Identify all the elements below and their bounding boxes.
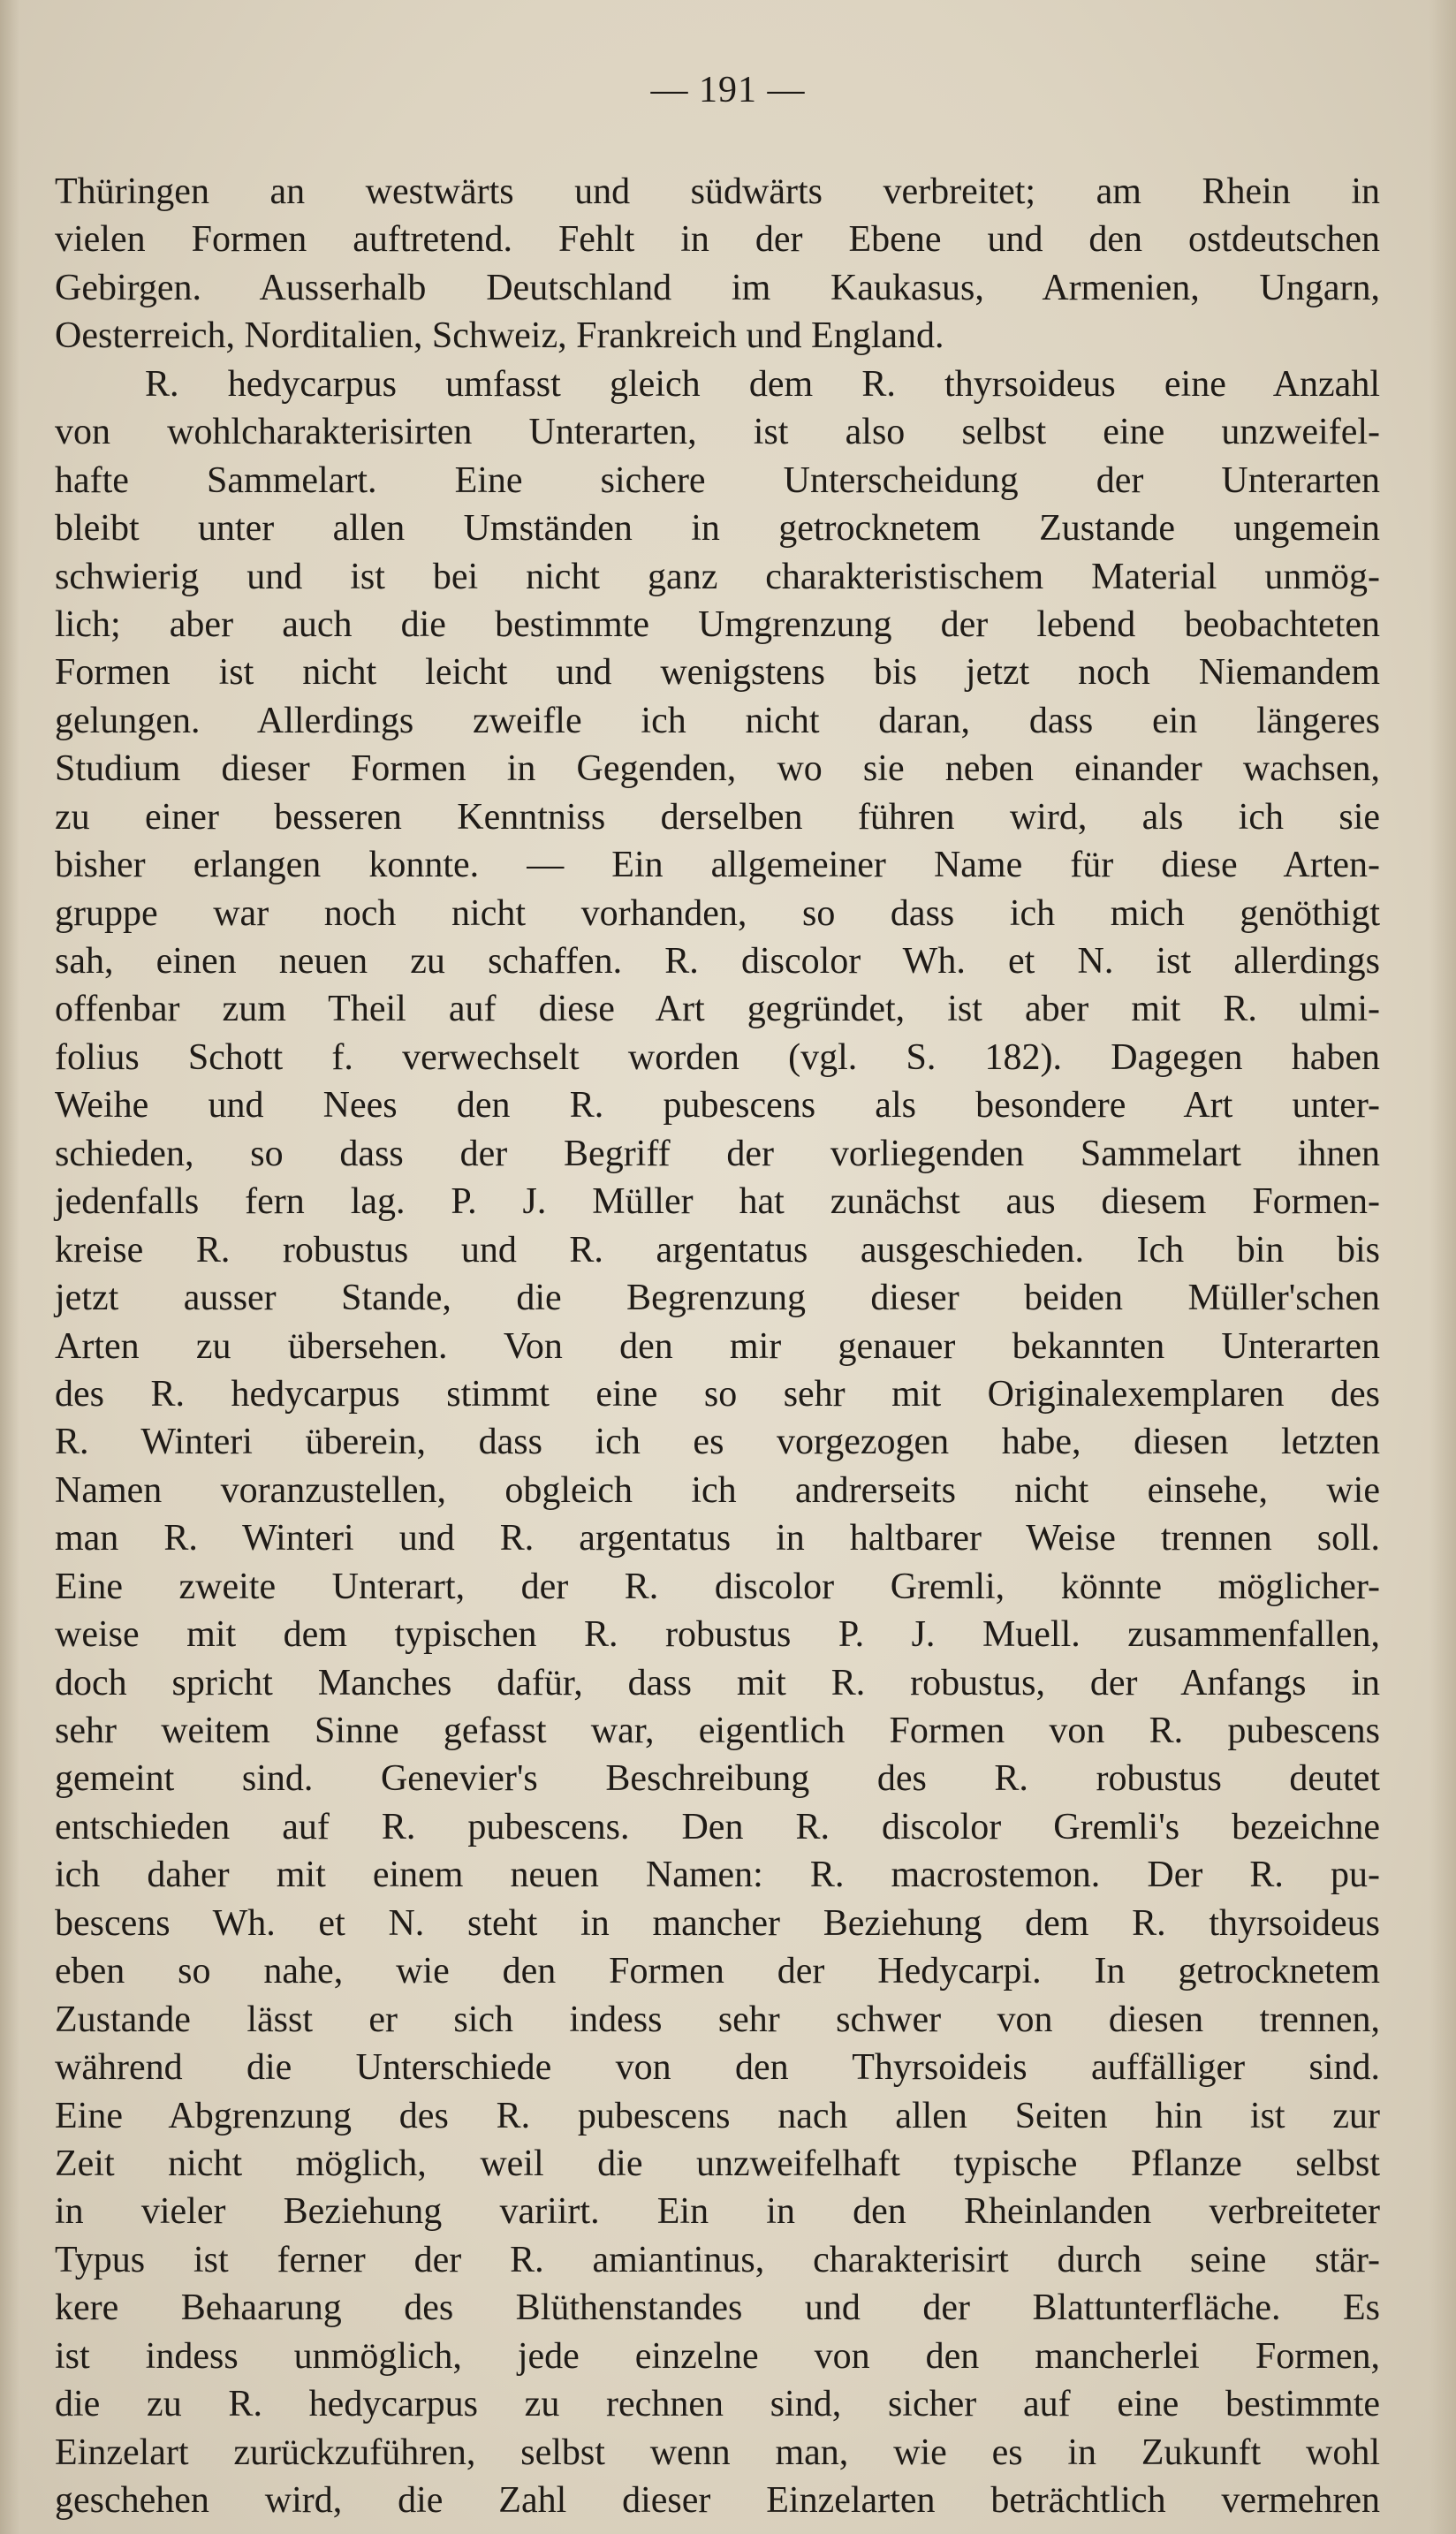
text-line: Arten zu übersehen. Von den mir genauer bekannten Unterarten xyxy=(55,1325,1380,1367)
text-line: Eine Abgrenzung des R. pubescens nach allen Seiten hin ist zur xyxy=(55,2095,1380,2136)
text-line: bisher erlangen konnte. — Ein allgemeiner Name für diese Arten- xyxy=(55,845,1380,886)
text-line: schwierig und ist bei nicht ganz charakteristischem Material unmög- xyxy=(55,556,1380,597)
text-line: jetzt ausser Stande, die Begrenzung dieser beiden Müller'schen xyxy=(55,1278,1380,1319)
text-line: entschieden auf R. pubescens. Den R. discolor Gremli's bezeichne xyxy=(55,1806,1380,1847)
text-line: Thüringen an westwärts und südwärts verbreitet; am Rhein in xyxy=(55,171,1380,212)
text-line: Studium dieser Formen in Gegenden, wo sie neben einander wachsen, xyxy=(55,748,1380,790)
text-line: Zustande lässt er sich indess sehr schwer von diesen trennen, xyxy=(55,1999,1380,2040)
text-line: eben so nahe, wie den Formen der Hedycarpi. In getrocknetem xyxy=(55,1951,1380,1992)
text-line: gemeint sind. Genevier's Beschreibung des R. robustus deutet xyxy=(55,1758,1380,1800)
text-line: doch spricht Manches dafür, dass mit R. robustus, der Anfangs in xyxy=(55,1662,1380,1703)
text-line: schieden, so dass der Begriff der vorliegenden Sammelart ihnen xyxy=(55,1133,1380,1174)
text-line: kere Behaarung des Blüthenstandes und der Blattunterfläche. Es xyxy=(55,2287,1380,2329)
text-line: hafte Sammelart. Eine sichere Unterscheidung der Unterarten xyxy=(55,459,1380,501)
text-line: von wohlcharakterisirten Unterarten, ist also selbst eine unzweifel- xyxy=(55,412,1380,453)
text-line: zu einer besseren Kenntniss derselben führen wird, als ich sie xyxy=(55,796,1380,838)
text-line: sehr weitem Sinne gefasst war, eigentlich Formen von R. pubescens xyxy=(55,1711,1380,1751)
text-line: R. hedycarpus umfasst gleich dem R. thyrsoideus eine Anzahl xyxy=(145,363,1380,405)
text-line: Zeit nicht möglich, weil die unzweifelhaft typische Pflanze selbst xyxy=(55,2143,1380,2184)
text-line: in vieler Beziehung variirt. Ein in den Rheinlanden verbreiteter xyxy=(55,2191,1380,2233)
text-line: bescens Wh. et N. steht in mancher Beziehung dem R. thyrsoideus xyxy=(55,1902,1380,1944)
text-line: Eine zweite Unterart, der R. discolor Gremli, könnte möglicher- xyxy=(55,1566,1380,1607)
text-line: bleibt unter allen Umständen in getrocknetem Zustande ungemein xyxy=(55,508,1380,550)
text-line: des R. hedycarpus stimmt eine so sehr mit Originalexemplaren des xyxy=(55,1373,1380,1415)
text-line: Einzelart zurückzuführen, selbst wenn man, wie es in Zukunft wohl xyxy=(55,2432,1380,2473)
text-line: vielen Formen auftretend. Fehlt in der Ebene und den ostdeutschen xyxy=(55,219,1380,261)
text-line: weise mit dem typischen R. robustus P. J. Muell. zusammenfallen, xyxy=(55,1614,1380,1656)
text-line: sah, einen neuen zu schaffen. R. discolor Wh. et N. ist allerdings xyxy=(55,941,1380,982)
text-line: R. Winteri überein, dass ich es vorgezogen habe, diesen letzten xyxy=(55,1422,1380,1463)
text-line: geschehen wird, die Zahl dieser Einzelarten beträchtlich vermehren xyxy=(55,2480,1380,2521)
text-line: Weihe und Nees den R. pubescens als besondere Art unter- xyxy=(55,1085,1380,1127)
text-line: Gebirgen. Ausserhalb Deutschland im Kaukasus, Armenien, Ungarn, xyxy=(55,267,1380,308)
text-line: die zu R. hedycarpus zu rechnen sind, sicher auf eine bestimmte xyxy=(55,2384,1380,2425)
text-line: gruppe war noch nicht vorhanden, so dass ich mich genöthigt xyxy=(55,892,1380,934)
text-line: ich daher mit einem neuen Namen: R. macrostemon. Der R. pu- xyxy=(55,1855,1380,1896)
text-line: lich; aber auch die bestimmte Umgrenzung der lebend beobachteten xyxy=(55,603,1380,645)
text-line: Oesterreich, Norditalien, Schweiz, Frankreich und England. xyxy=(55,315,944,357)
text-line: gelungen. Allerdings zweifle ich nicht daran, dass ein längeres xyxy=(55,700,1380,741)
text-line: folius Schott f. verwechselt worden (vgl. S. 182). Dagegen haben xyxy=(55,1036,1380,1078)
text-line: kreise R. robustus und R. argentatus ausgeschieden. Ich bin bis xyxy=(55,1229,1380,1271)
text-line: Namen voranzustellen, obgleich ich andrerseits nicht einsehe, wie xyxy=(55,1469,1380,1511)
text-line: Typus ist ferner der R. amiantinus, charakterisirt durch seine stär- xyxy=(55,2239,1380,2280)
text-line: während die Unterschiede von den Thyrsoideis auffälliger sind. xyxy=(55,2047,1380,2089)
text-line: Formen ist nicht leicht und wenigstens bis jetzt noch Niemandem xyxy=(55,652,1380,694)
body-text xyxy=(55,168,1380,2524)
page-number: — 191 — xyxy=(650,70,806,110)
text-line: ist indess unmöglich, jede einzelne von den mancherlei Formen, xyxy=(55,2335,1380,2377)
text-line: offenbar zum Theil auf diese Art gegründet, ist aber mit R. ulmi- xyxy=(55,989,1380,1030)
text-line: jedenfalls fern lag. P. J. Müller hat zunächst aus diesem Formen- xyxy=(55,1181,1380,1223)
text-line: man R. Winteri und R. argentatus in haltbarer Weise trennen soll. xyxy=(55,1518,1380,1559)
